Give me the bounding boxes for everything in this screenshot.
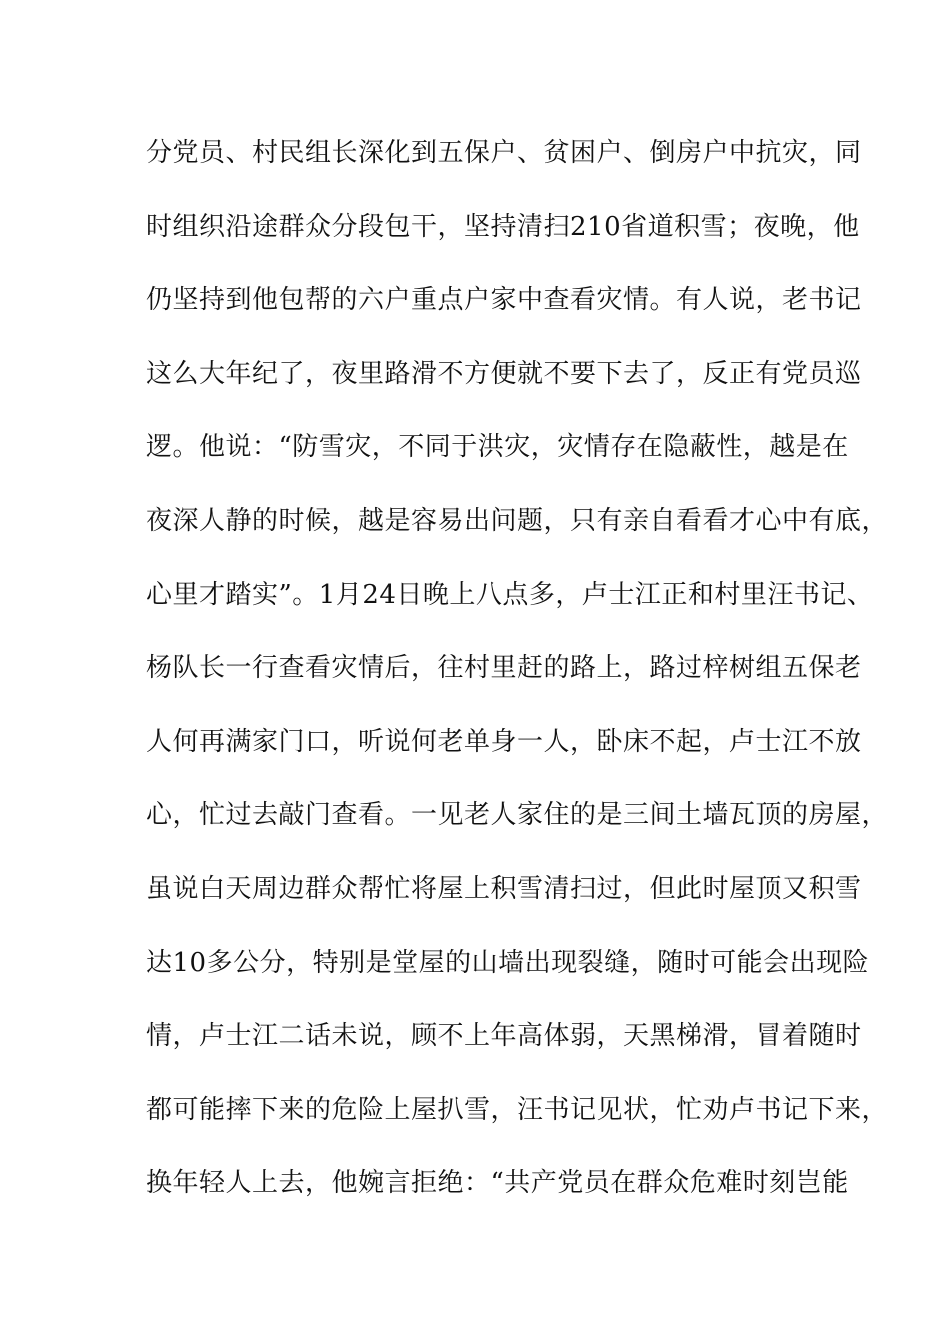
text-line-11: 虽说白天周边群众帮忙将屋上积雪清扫过，但此时屋顶又积雪 (146, 873, 862, 904)
text-line-4: 这么大年纪了，夜里路滑不方便就不要下去了，反正有党员巡 (146, 358, 862, 389)
text-line-6: 夜深人静的时候，越是容易出问题，只有亲自看看才心中有底， (146, 505, 889, 536)
text-line-14: 都可能摔下来的危险上屋扒雪，汪书记见状，忙劝卢书记下来， (146, 1094, 889, 1125)
document-body (146, 132, 889, 1236)
text-line-13: 情，卢士江二话未说，顾不上年高体弱，天黑梯滑，冒着随时 (146, 1021, 862, 1052)
text-line-1: 分党员、村民组长深化到五保户、贫困户、倒房户中抗灾，同 (146, 138, 862, 168)
text-line-2: 时组织沿途群众分段包干，坚持清扫210省道积雪；夜晚，他 (146, 211, 860, 242)
text-line-8: 杨队长一行查看灾情后，往村里赶的路上，路过梓树组五保老 (146, 653, 862, 684)
text-line-12: 达10多公分，特别是堂屋的山墙出现裂缝，随时可能会出现险 (146, 947, 870, 978)
text-line-5: 逻。他说：“防雪灾，不同于洪灾，灾情存在隐蔽性，越是在 (146, 432, 849, 463)
text-line-9: 人何再满家门口，听说何老单身一人，卧床不起，卢士江不放 (146, 726, 862, 757)
text-line-3: 仍坚持到他包帮的六户重点户家中查看灾情。有人说，老书记 (146, 285, 862, 316)
text-line-15: 换年轻人上去，他婉言拒绝：“共产党员在群众危难时刻岂能 (146, 1168, 849, 1199)
text-line-10: 心，忙过去敲门查看。一见老人家住的是三间土墙瓦顶的房屋， (146, 800, 889, 831)
text-line-7: 心里才踏实”。1月24日晚上八点多，卢士江正和村里汪书记、 (146, 579, 874, 610)
